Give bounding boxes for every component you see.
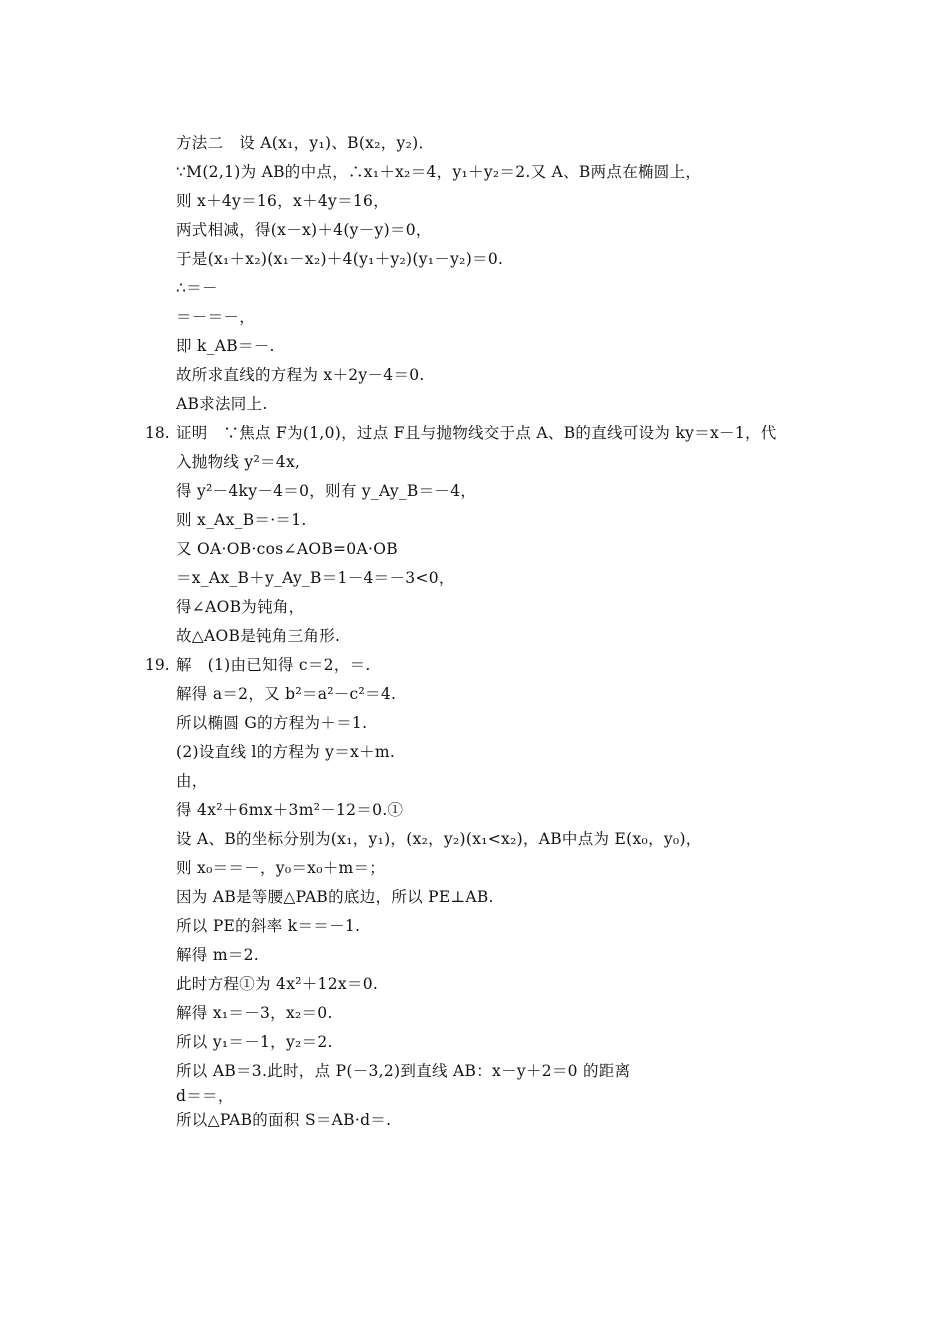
text-line: 得 y²－4ky－4＝0，则有 y_Ay_B＝－4，	[176, 482, 477, 500]
text-line: 证明 ∵焦点 F为(1,0)，过点 F且与抛物线交于点 A、B的直线可设为 ky＝x－1，代	[176, 424, 777, 442]
text-line: d＝＝，	[176, 1087, 234, 1105]
text-line: 所以 AB＝3.此时，点 P(－3,2)到直线 AB：x－y＋2＝0 的距离	[176, 1062, 631, 1080]
text-line: 由，	[176, 772, 208, 790]
text-line: 所以椭圆 G的方程为＋＝1.	[176, 714, 368, 732]
text-line: 即 k_AB＝－.	[176, 337, 275, 355]
text-line: 则 x＋4y＝16，x＋4y＝16，	[176, 192, 389, 210]
text-line: 所以 PE的斜率 k＝＝－1.	[176, 917, 361, 935]
text-line: 解得 m＝2.	[176, 946, 260, 964]
text-line: 解得 x₁＝－3，x₂＝0.	[176, 1004, 333, 1022]
text-line: 又 OA·OB·cos∠AOB=0A·OB	[176, 540, 398, 558]
text-line: ∵M(2,1)为 AB的中点，∴x₁＋x₂＝4，y₁＋y₂＝2.又 A、B两点在椭圆上，	[176, 163, 702, 181]
text-line: 解 (1)由已知得 c＝2，＝.	[176, 656, 371, 674]
problem-number-19: 19.	[145, 656, 170, 674]
text-line: ＝x_Ax_B＋y_Ay_B＝1－4＝－3<0，	[176, 569, 455, 587]
text-line: 于是(x₁＋x₂)(x₁－x₂)＋4(y₁＋y₂)(y₁－y₂)＝0.	[176, 250, 504, 268]
text-line: 得∠AOB为钝角，	[176, 598, 305, 616]
text-line: 设 A、B的坐标分别为(x₁，y₁)，(x₂，y₂)(x₁<x₂)，AB中点为 E(x₀，y₀)，	[176, 830, 702, 848]
text-line: 故所求直线的方程为 x＋2y－4＝0.	[176, 366, 425, 384]
text-line: 入抛物线 y²＝4x,	[176, 453, 301, 471]
text-line: 方法二 设 A(x₁，y₁)、B(x₂，y₂)．	[176, 134, 435, 152]
text-line: 得 4x²＋6mx＋3m²－12＝0.①	[176, 801, 404, 819]
text-line: 故△AOB是钝角三角形.	[176, 627, 341, 645]
text-line: (2)设直线 l的方程为 y＝x＋m.	[176, 743, 396, 761]
text-line: 则 x_Ax_B＝·＝1.	[176, 511, 307, 529]
text-line: ＝－＝－，	[176, 308, 256, 326]
text-line: 解得 a＝2，又 b²＝a²－c²＝4.	[176, 685, 397, 703]
problem-number-18: 18.	[145, 424, 170, 442]
text-line: 两式相减，得(x－x)＋4(y－y)＝0，	[176, 221, 432, 239]
text-line: 则 x₀＝＝－，y₀＝x₀＋m＝；	[176, 859, 386, 877]
text-line: ∴＝－	[176, 279, 218, 297]
text-line: AB求法同上.	[176, 395, 268, 413]
text-line: 所以△PAB的面积 S＝AB·d＝.	[176, 1111, 392, 1129]
text-line: 所以 y₁＝－1，y₂＝2.	[176, 1033, 333, 1051]
text-line: 因为 AB是等腰△PAB的底边，所以 PE⊥AB.	[176, 888, 494, 906]
text-line: 此时方程①为 4x²＋12x＝0.	[176, 975, 379, 993]
